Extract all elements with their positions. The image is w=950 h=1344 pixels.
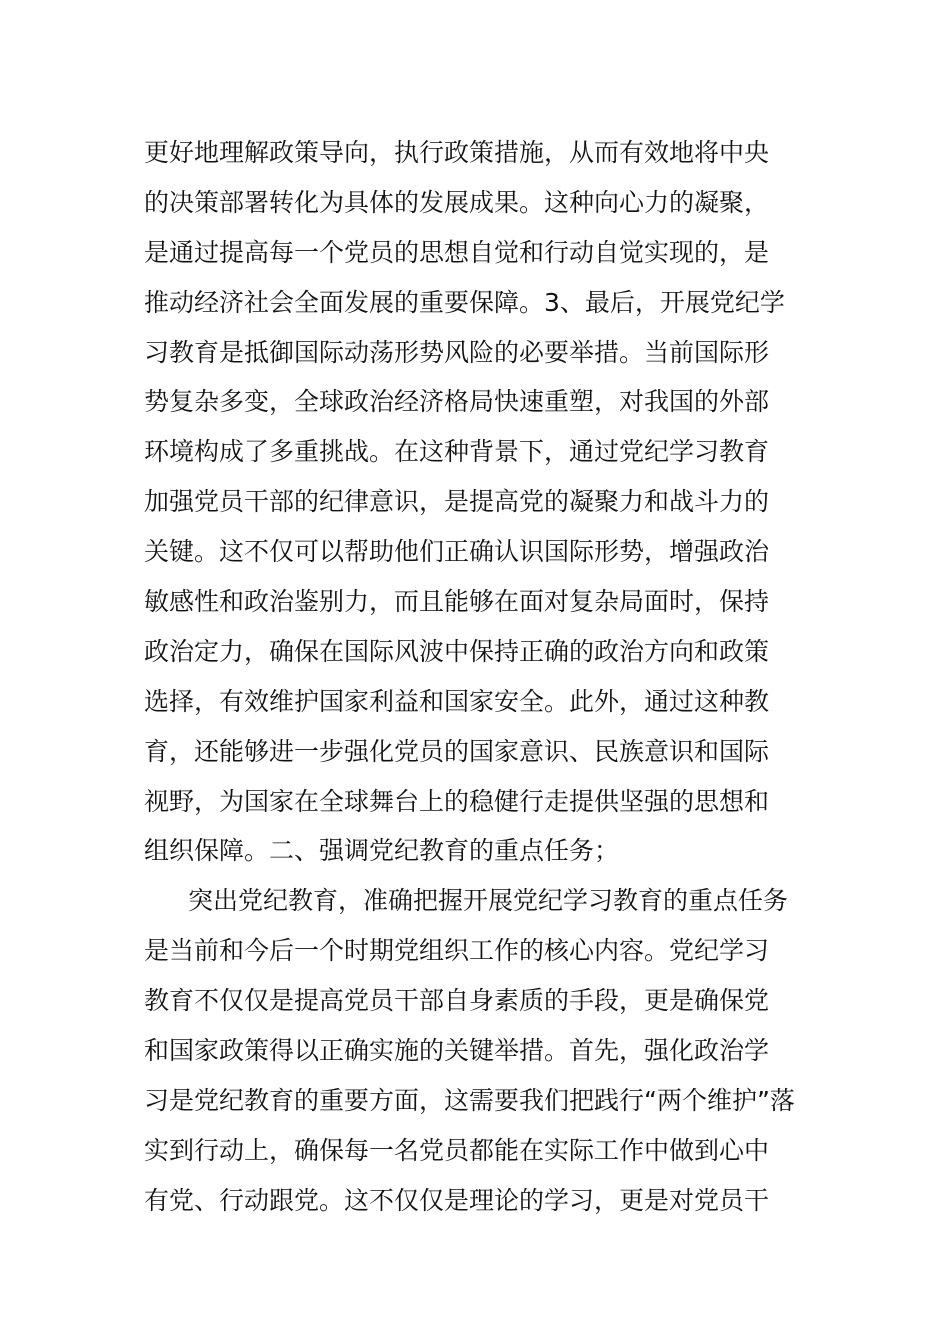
text-line: 选择，有效维护国家利益和国家安全。此外，通过这种教 [144,686,770,716]
text-line: 是当前和今后一个时期党组织工作的核心内容。党纪学习 [144,936,770,966]
text-line: 和国家政策得以正确实施的关键举措。首先，强化政治学 [144,1036,770,1066]
text-line: 关键。这不仅可以帮助他们正确认识国际形势，增强政治 [144,537,770,567]
text-line: 的决策部署转化为具体的发展成果。这种向心力的凝聚， [144,187,770,217]
text-line: 环境构成了多重挑战。在这种背景下，通过党纪学习教育 [144,437,770,467]
text-line: 是通过提高每一个党员的思想自觉和行动自觉实现的，是 [144,237,770,267]
text-line: 加强党员干部的纪律意识，是提高党的凝聚力和战斗力的 [144,487,770,517]
text-line: 政治定力，确保在国际风波中保持正确的政治方向和政策 [144,636,770,666]
body-text [144,128,824,1226]
paragraph-start-line: 突出党纪教育，准确把握开展党纪学习教育的重点任务 [188,886,789,916]
text-line: 推动经济社会全面发展的重要保障。3、最后，开展党纪学 [144,287,785,317]
section-heading-line: 组织保障。二、强调党纪教育的重点任务； [144,836,620,866]
text-line: 势复杂多变，全球政治经济格局快速重塑，对我国的外部 [144,387,770,417]
text-line: 育，还能够进一步强化党员的国家意识、民族意识和国际 [144,736,770,766]
text-line: 教育不仅仅是提高党员干部自身素质的手段，更是确保党 [144,986,770,1016]
text-line: 敏感性和政治鉴别力，而且能够在面对复杂局面时，保持 [144,587,770,617]
text-line: 习教育是抵御国际动荡形势风险的必要举措。当前国际形 [144,337,770,367]
text-line: 视野，为国家在全球舞台上的稳健行走提供坚强的思想和 [144,786,770,816]
text-line: 习是党纪教育的重要方面，这需要我们把践行“两个维护”落 [144,1085,795,1115]
text-line: 有党、行动跟党。这不仅仅是理论的学习，更是对党员干 [144,1185,770,1215]
text-line: 实到行动上，确保每一名党员都能在实际工作中做到心中 [144,1135,770,1165]
text-line: 更好地理解政策导向，执行政策措施，从而有效地将中央 [144,138,770,167]
